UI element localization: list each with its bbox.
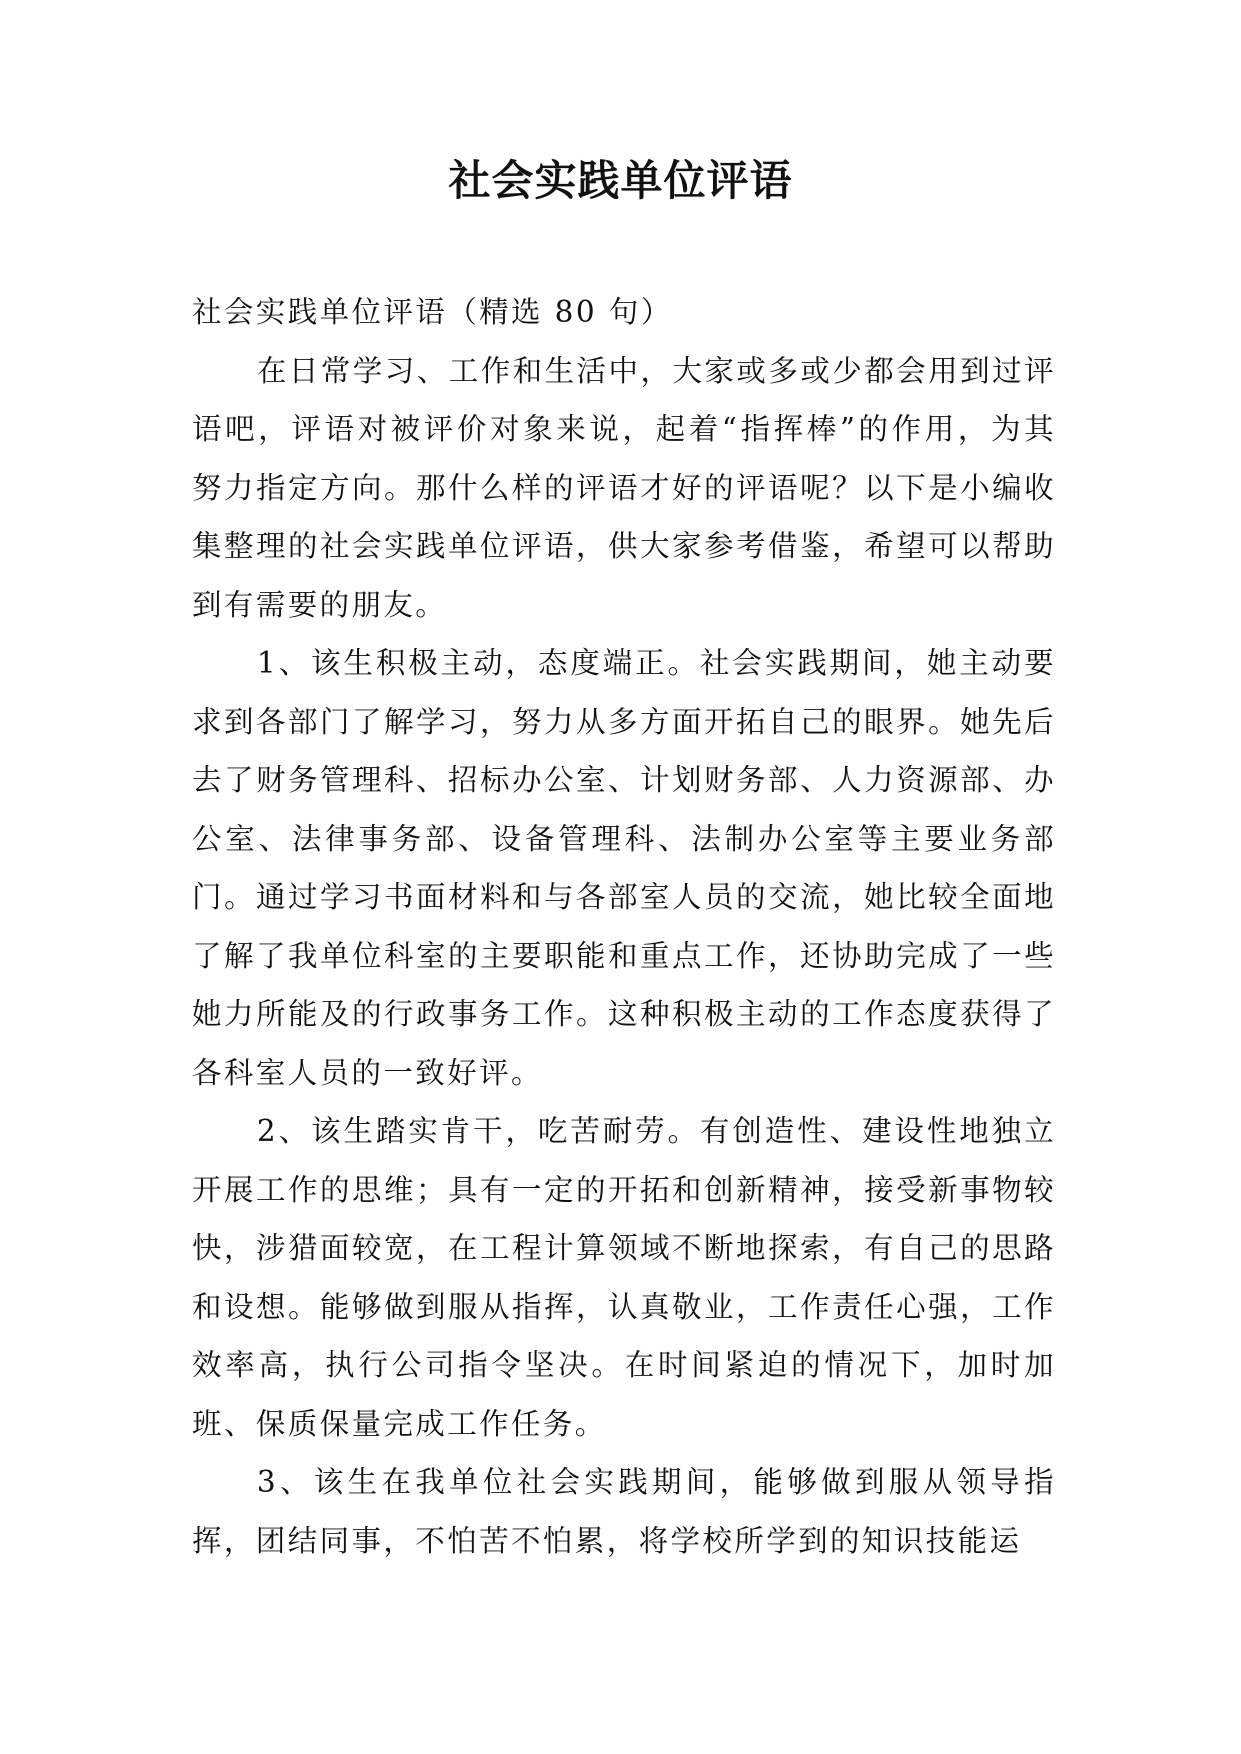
document-body	[192, 283, 1056, 1570]
comment-paragraph-1: 1、该生积极主动，态度端正。社会实践期间，她主动要求到各部门了解学习，努力从多方面开拓自己的眼界。她先后去了财务管理科、招标办公室、计划财务部、人力资源部、办公室、法律事务部、设备管理科、法制办公室等主要业务部门。通过学习书面材料和与各部室人员的交流，她比较全面地了解了我单位科室的主要职能和重点工作，还协助完成了一些她力所能及的行政事务工作。这种积极主动的工作态度获得了各科室人员的一致好评。	[192, 646, 1056, 1090]
document-title: 社会实践单位评语	[448, 156, 793, 205]
intro-paragraph: 在日常学习、工作和生活中，大家或多或少都会用到过评语吧，评语对被评价对象来说，起着“指挥棒”的作用，为其努力指定方向。那什么样的评语才好的评语呢？以下是小编收集整理的社会实践单位评语，供大家参考借鉴，希望可以帮助到有需要的朋友。	[192, 353, 1056, 622]
comment-paragraph-3: 3、该生在我单位社会实践期间，能够做到服从领导指挥，团结同事，不怕苦不怕累，将学校所学到的知识技能运	[192, 1465, 1056, 1558]
document-subtitle: 社会实践单位评语（精选 80 句）	[192, 295, 673, 329]
comment-paragraph-2: 2、该生踏实肯干，吃苦耐劳。有创造性、建设性地独立开展工作的思维；具有一定的开拓和创新精神，接受新事物较快，涉猎面较宽，在工程计算领域不断地探索，有自己的思路和设想。能够做到服从指挥，认真敬业，工作责任心强，工作效率高，执行公司指令坚决。在时间紧迫的情况下，加时加班、保质保量完成工作任务。	[192, 1114, 1056, 1441]
